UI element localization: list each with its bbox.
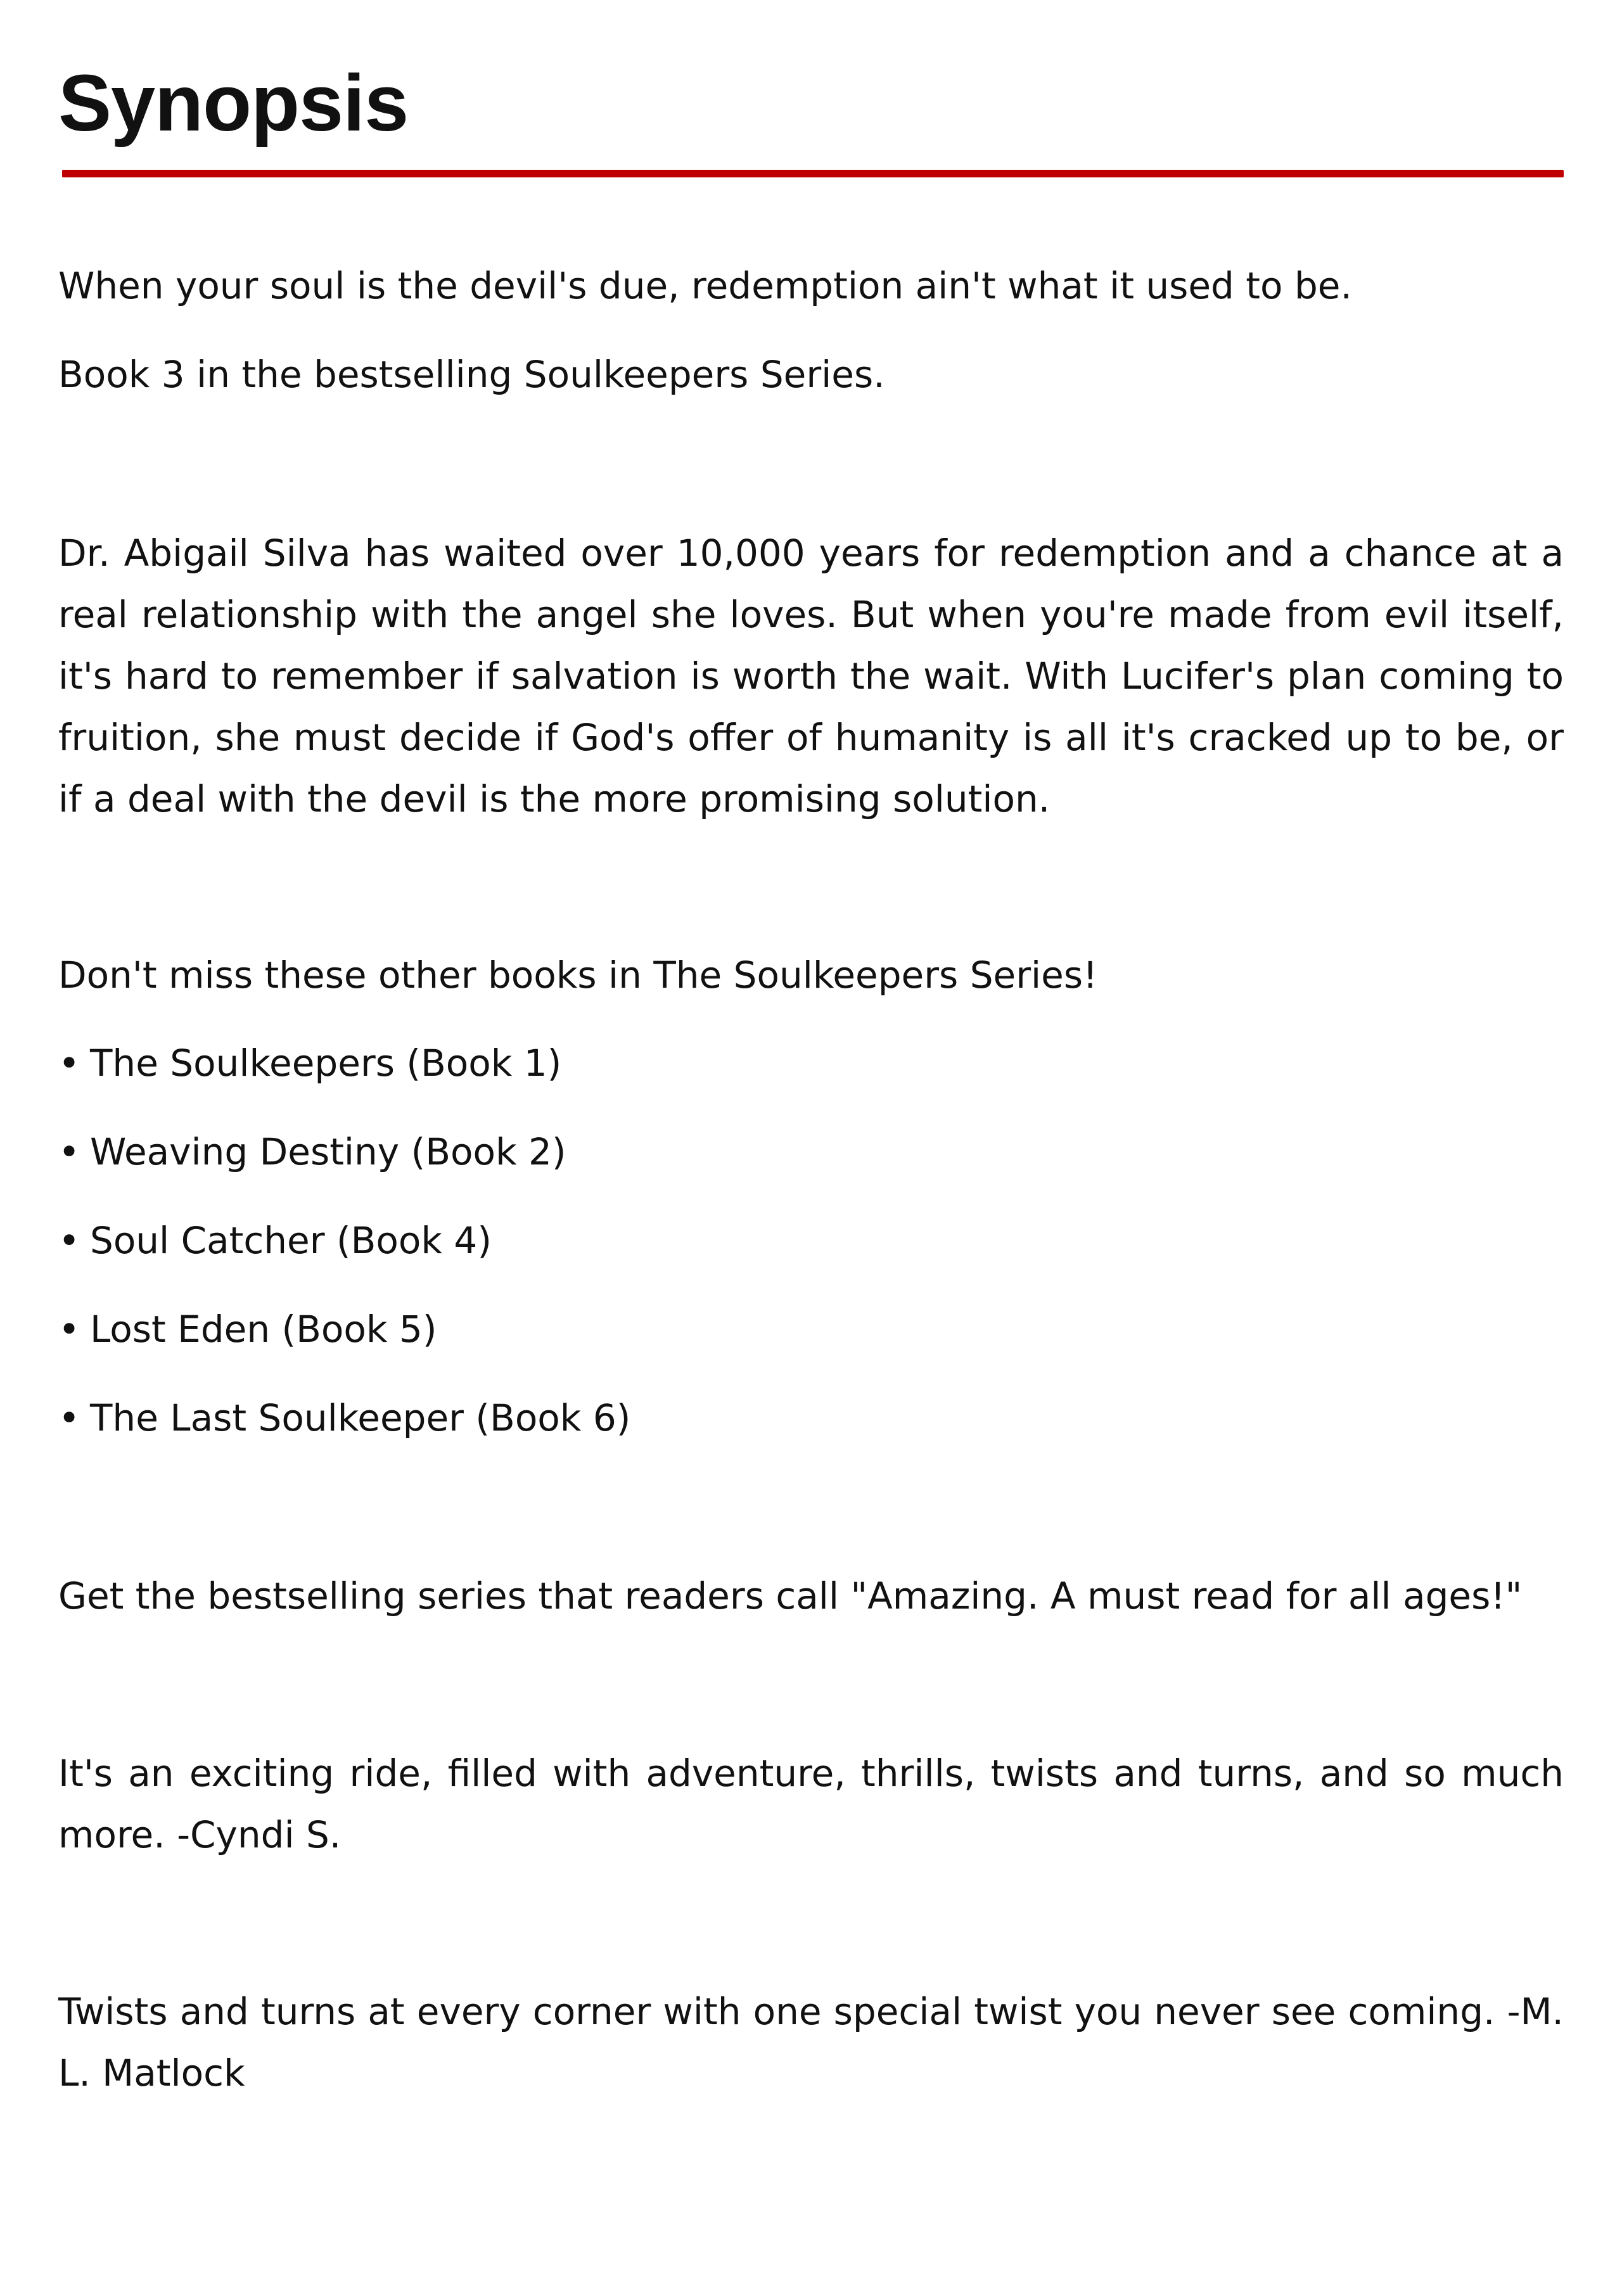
other-books-intro: Don't miss these other books in The Soulkeepers Series! xyxy=(58,953,1098,997)
book-title: The Soulkeepers (Book 1) xyxy=(90,1042,562,1085)
bullet-icon: • xyxy=(58,1219,80,1262)
book-list-item xyxy=(58,1210,492,1272)
book-list-item xyxy=(58,1299,437,1360)
book-title: Lost Eden (Book 5) xyxy=(90,1308,437,1351)
bullet-icon: • xyxy=(58,1308,80,1351)
book-list-item xyxy=(58,1033,561,1094)
bullet-icon: • xyxy=(58,1130,80,1173)
title-divider xyxy=(62,170,1564,177)
review-quote-cyndi: It's an exciting ride, filled with adventure, thrills, twists and turns, and so much more. -Cyndi S. xyxy=(58,1752,1564,1856)
book-title: Weaving Destiny (Book 2) xyxy=(90,1130,566,1173)
book-list-item xyxy=(58,1121,566,1183)
book-title: Soul Catcher (Book 4) xyxy=(90,1219,492,1262)
review-quote-matlock: Twists and turns at every corner with one special twist you never see coming. -M. L. Matlock xyxy=(58,1990,1564,2095)
bullet-icon: • xyxy=(58,1396,80,1439)
bullet-icon: • xyxy=(58,1042,80,1085)
book-title: The Last Soulkeeper (Book 6) xyxy=(90,1396,631,1439)
page-title: Synopsis xyxy=(58,58,409,148)
book-list-item xyxy=(58,1387,630,1449)
series-praise-headline: Get the bestselling series that readers call "Amazing. A must read for all ages!" xyxy=(58,1574,1523,1617)
description-paragraph: Dr. Abigail Silva has waited over 10,000 years for redemption and a chance at a real relationship with the angel she loves. But when you're made from evil itself, it's hard to remember if salvation is worth the wait. With Lucifer's plan coming to fruition, she must decide if God's offer of humanity is all it's cracked up to be, or if a deal with the devil is the more promising solution. xyxy=(58,532,1564,820)
series-note-paragraph: Book 3 in the bestselling Soulkeepers Series. xyxy=(58,353,885,396)
tagline-paragraph: When your soul is the devil's due, redemption ain't what it used to be. xyxy=(58,264,1352,307)
